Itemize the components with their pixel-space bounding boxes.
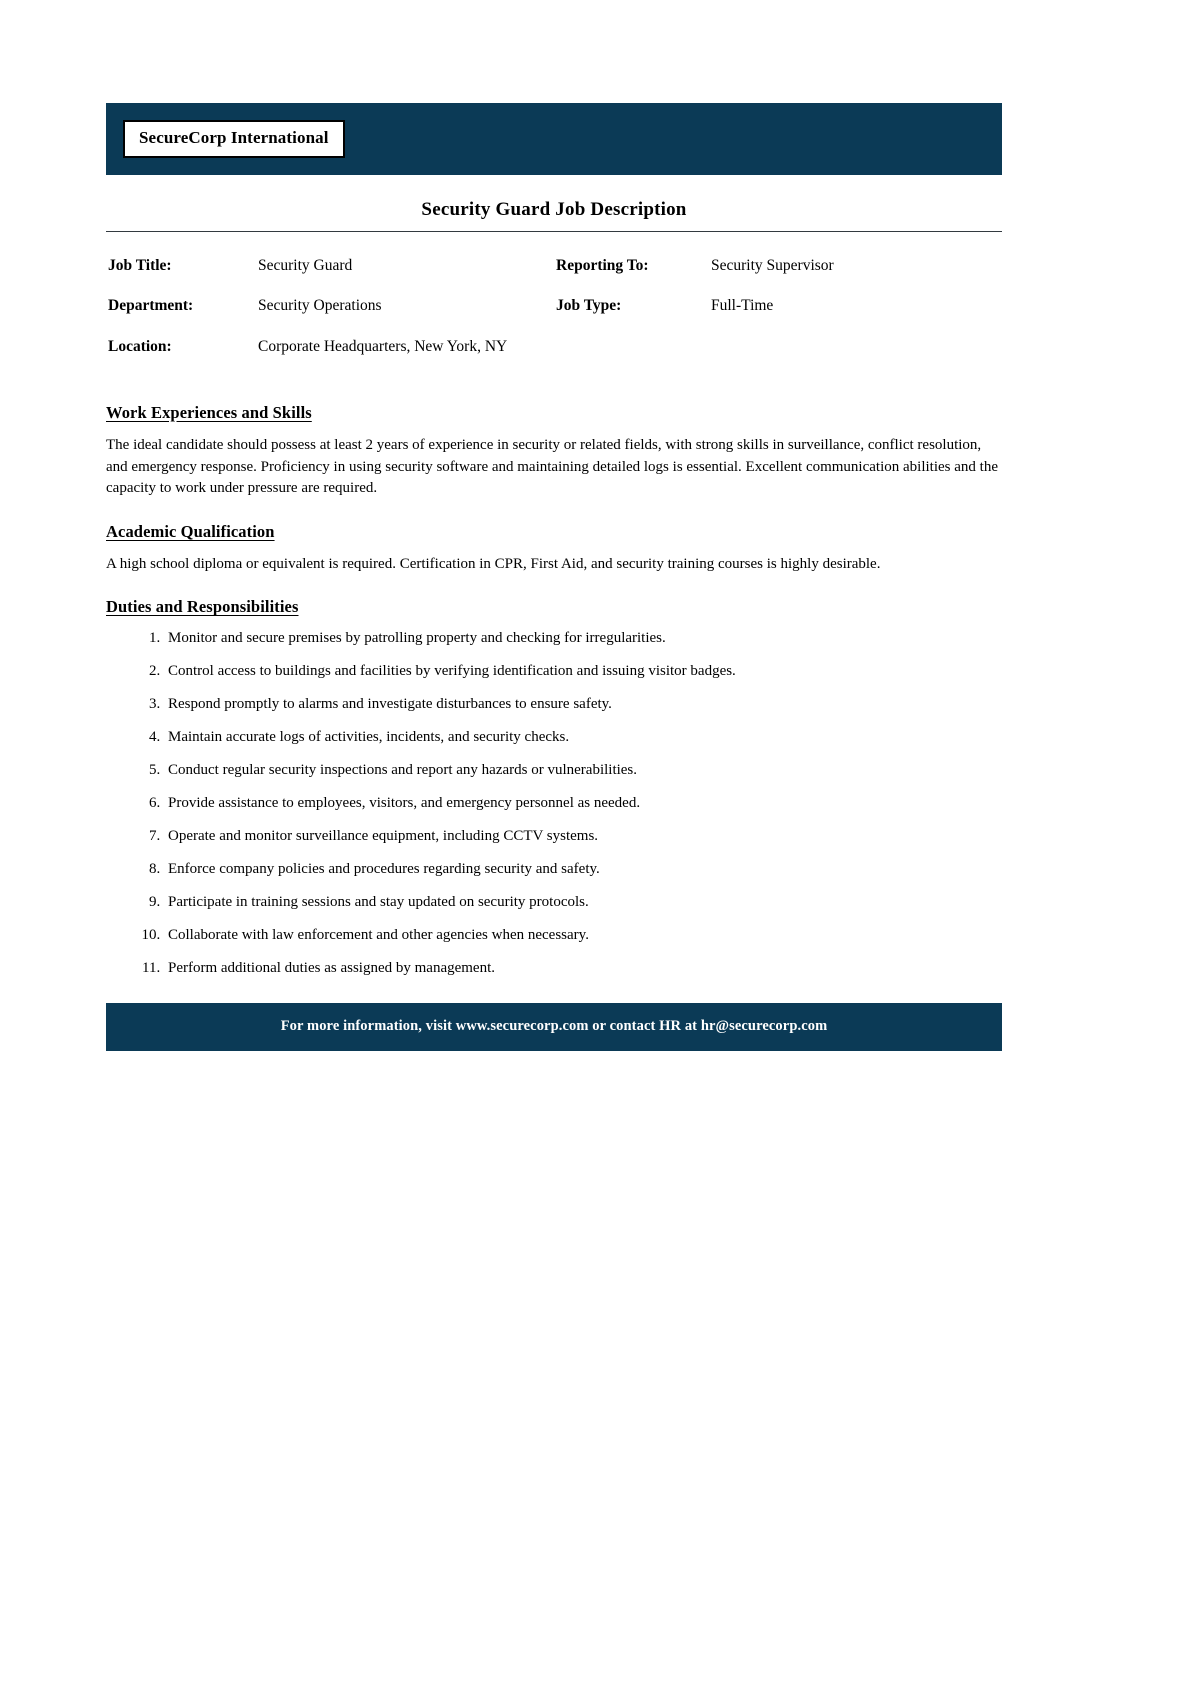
meta-value-job-title: Security Guard xyxy=(258,256,353,274)
table-row xyxy=(106,296,1004,336)
list-item: 8. Enforce company policies and procedures regarding security and safety. xyxy=(164,860,1002,880)
table-row xyxy=(106,256,1004,296)
duties-list xyxy=(106,629,1002,979)
meta-label-reporting-to: Reporting To: xyxy=(556,256,649,274)
meta-label-empty xyxy=(556,337,711,377)
list-item: 9. Participate in training sessions and stay updated on security protocols. xyxy=(164,893,1002,913)
title-section xyxy=(106,175,1002,232)
meta-value-department: Security Operations xyxy=(258,297,382,315)
list-item: 10. Collaborate with law enforcement and other agencies when necessary. xyxy=(164,926,1002,946)
section-heading-duties: Duties and Responsibilities xyxy=(106,597,299,617)
section-body-academic: A high school diploma or equivalent is required. Certification in CPR, First Aid, and security training courses is highly desirable. xyxy=(106,555,881,572)
meta-value-reporting-to: Security Supervisor xyxy=(711,256,834,274)
meta-value-location: Corporate Headquarters, New York, NY xyxy=(258,337,508,355)
section-heading-academic: Academic Qualification xyxy=(106,521,275,541)
section-body-experience: The ideal candidate should possess at least 2 years of experience in security or related fields, with strong skills in surveillance, conflict resolution, and emergency response. Proficiency in using security software and maintaining detailed logs is essential. Excellent communication abilities and the capacity to work under pressure are required. xyxy=(106,436,998,497)
company-logo: SecureCorp International xyxy=(123,120,345,158)
meta-label-job-title: Job Title: xyxy=(108,256,172,274)
list-item: 2. Control access to buildings and facilities by verifying identification and issuing visitor badges. xyxy=(164,662,1002,682)
list-item: 11. Perform additional duties as assigned by management. xyxy=(164,959,1002,979)
document-header-band xyxy=(106,103,1002,175)
section-heading-experience: Work Experiences and Skills xyxy=(106,402,312,422)
job-meta-table xyxy=(106,256,1004,377)
document-body xyxy=(106,103,1002,1051)
meta-label-job-type: Job Type: xyxy=(556,297,622,315)
meta-value-job-type: Full-Time xyxy=(711,297,774,315)
page-title: Security Guard Job Description xyxy=(421,199,687,220)
list-item: 3. Respond promptly to alarms and investigate disturbances to ensure safety. xyxy=(164,695,1002,715)
footer-contact-text: For more information, visit www.securecorp.com or contact HR at hr@securecorp.com xyxy=(280,1018,828,1035)
document-footer-band xyxy=(106,1003,1002,1051)
list-item: 1. Monitor and secure premises by patrolling property and checking for irregularities. xyxy=(164,629,1002,649)
list-item: 5. Conduct regular security inspections and report any hazards or vulnerabilities. xyxy=(164,761,1002,781)
list-item: 4. Maintain accurate logs of activities, incidents, and security checks. xyxy=(164,728,1002,748)
list-item: 6. Provide assistance to employees, visitors, and emergency personnel as needed. xyxy=(164,794,1002,814)
meta-label-department: Department: xyxy=(108,297,194,315)
meta-value-empty xyxy=(711,337,1004,377)
table-row xyxy=(106,337,1004,377)
meta-label-location: Location: xyxy=(108,337,172,355)
list-item: 7. Operate and monitor surveillance equipment, including CCTV systems. xyxy=(164,827,1002,847)
